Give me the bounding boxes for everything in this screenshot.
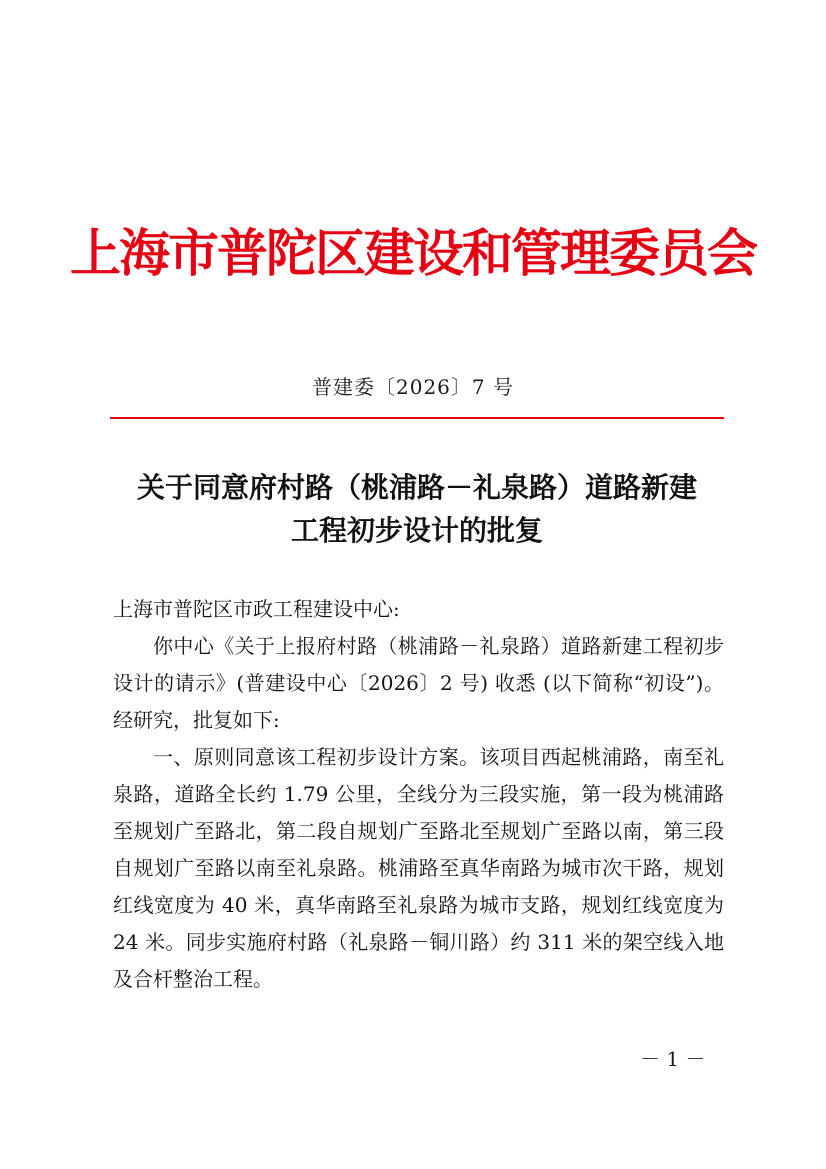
- document-title: [110, 466, 724, 552]
- document-title-line-1: 关于同意府村路（桃浦路－礼泉路）道路新建: [136, 471, 697, 504]
- body-paragraph-1: 你中心《关于上报府村路（桃浦路－礼泉路）道路新建工程初步设计的请示》(普建设中心〔2026〕2 号) 收悉 (以下简称“初设”)。经研究，批复如下:: [113, 634, 724, 732]
- addressee: 上海市普陀区市政工程建设中心:: [113, 597, 400, 621]
- body-paragraph-2: 一、原则同意该工程初步设计方案。该项目西起桃浦路，南至礼泉路，道路全长约 1.79 公里，全线分为三段实施，第一段为桃浦路至规划广至路北，第二段自规划广至路北至规划广至路以南，第三段自规划广至路以南至礼泉路。桃浦路至真华南路为城市次干路，规划红线宽度为 40 米，真华南路至礼泉路为城市支路，规划红线宽度为 24 米。同步实施府村路（礼泉路－铜川路）约 311 米的架空线入地及合杆整治工程。: [113, 745, 724, 991]
- red-divider-line: [110, 417, 724, 419]
- document-body: [113, 591, 724, 998]
- page-number: － 1 －: [640, 1047, 706, 1071]
- issuer-masthead: 上海市普陀区建设和管理委员会: [69, 224, 756, 284]
- document-number: 普建委〔2026〕7 号: [312, 375, 514, 399]
- document-title-line-2: 工程初步设计的批复: [290, 514, 543, 547]
